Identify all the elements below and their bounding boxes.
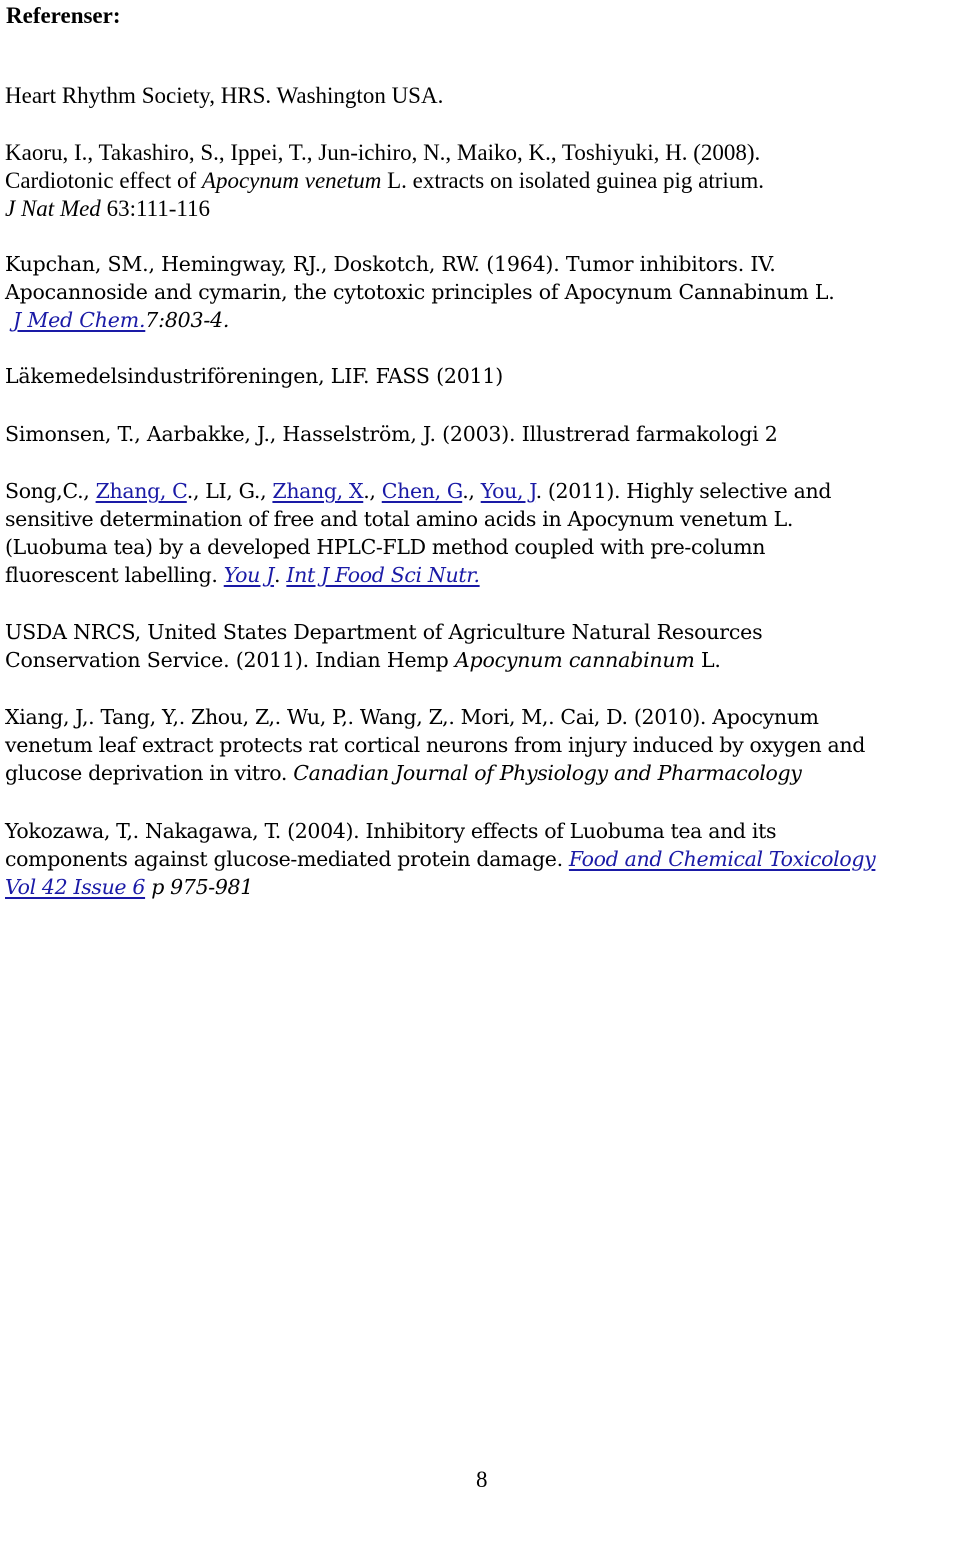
reference-line: Kaoru, I., Takashiro, S., Ippei, T., Jun-ichiro, N., Maiko, K., Toshiyuki, H. (2008). bbox=[5, 140, 761, 165]
journal-name: J Nat Med bbox=[5, 196, 101, 221]
reference-yokozawa bbox=[5, 817, 955, 901]
reference-line: Xiang, J,. Tang, Y,. Zhou, Z,. Wu, P,. Wang, Z,. Mori, M,. Cai, D. (2010). Apocynum bbox=[5, 705, 819, 729]
author-link-zhang-x[interactable]: Zhang, X bbox=[272, 479, 364, 503]
reference-hrs bbox=[5, 82, 955, 110]
author-link-you-j-2[interactable]: You J bbox=[223, 563, 275, 587]
reference-line: Cardiotonic effect of Apocynum venetum L. extracts on isolated guinea pig atrium. bbox=[5, 168, 764, 193]
reference-kupchan bbox=[5, 250, 955, 334]
reference-line: Conservation Service. (2011). Indian Hemp Apocynum cannabinum L. bbox=[5, 648, 721, 672]
reference-text: Simonsen, T., Aarbakke, J., Hasselström, J. (2003). Illustrerad farmakologi 2 bbox=[5, 422, 778, 446]
species-name: Apocynum cannabinum bbox=[454, 648, 695, 672]
reference-line: J Med Chem.7:803-4. bbox=[13, 308, 230, 332]
reference-lif bbox=[5, 362, 955, 390]
journal-name: Canadian Journal of Physiology and Pharmacology bbox=[293, 761, 802, 785]
reference-line: glucose deprivation in vitro. Canadian Journal of Physiology and Pharmacology bbox=[5, 761, 802, 785]
reference-line: venetum leaf extract protects rat cortical neurons from injury induced by oxygen and bbox=[5, 733, 865, 757]
reference-line: Song,C., Zhang, C., LI, G., Zhang, X., Chen, G., You, J. (2011). Highly selective and bbox=[5, 479, 832, 503]
reference-line: sensitive determination of free and total amino acids in Apocynum venetum L. bbox=[5, 507, 794, 531]
reference-usda bbox=[5, 618, 955, 674]
reference-line: Yokozawa, T,. Nakagawa, T. (2004). Inhibitory effects of Luobuma tea and its bbox=[5, 819, 777, 843]
page-number: 8 bbox=[476, 1467, 488, 1492]
reference-line: Apocannoside and cymarin, the cytotoxic principles of Apocynum Cannabinum L. bbox=[5, 280, 835, 304]
species-name: Apocynum venetum bbox=[201, 168, 382, 193]
reference-line: fluorescent labelling. You J. Int J Food Sci Nutr. bbox=[5, 563, 480, 587]
reference-line: Vol 42 Issue 6 p 975-981 bbox=[5, 875, 253, 899]
author-link-zhang-c[interactable]: Zhang, C bbox=[95, 479, 187, 503]
reference-line: Kupchan, SM., Hemingway, RJ., Doskotch, RW. (1964). Tumor inhibitors. IV. bbox=[5, 252, 776, 276]
reference-line: USDA NRCS, United States Department of Agriculture Natural Resources bbox=[5, 620, 763, 644]
reference-text: Läkemedelsindustriföreningen, LIF. FASS (2011) bbox=[5, 364, 504, 388]
reference-text: Heart Rhythm Society, HRS. Washington USA. bbox=[5, 83, 444, 108]
volume-link[interactable]: Vol 42 Issue 6 bbox=[5, 875, 146, 899]
reference-xiang bbox=[5, 703, 955, 787]
journal-link-j-med-chem[interactable]: J Med Chem. bbox=[13, 308, 146, 332]
reference-line: (Luobuma tea) by a developed HPLC-FLD method coupled with pre-column bbox=[5, 535, 766, 559]
author-link-you-j[interactable]: You, J bbox=[480, 479, 536, 503]
reference-simonsen bbox=[5, 420, 955, 448]
references-heading: Referenser: bbox=[6, 3, 121, 28]
reference-line: J Nat Med 63:111-116 bbox=[5, 196, 211, 221]
reference-kaoru bbox=[5, 139, 955, 223]
journal-link-food-chem-toxicol[interactable]: Food and Chemical Toxicology bbox=[568, 847, 876, 871]
author-link-chen-g[interactable]: Chen, G bbox=[381, 479, 463, 503]
journal-link-int-j-food-sci-nutr[interactable]: Int J Food Sci Nutr. bbox=[286, 563, 480, 587]
reference-line: components against glucose-mediated protein damage. Food and Chemical Toxicology bbox=[5, 847, 876, 871]
reference-song bbox=[5, 477, 955, 589]
